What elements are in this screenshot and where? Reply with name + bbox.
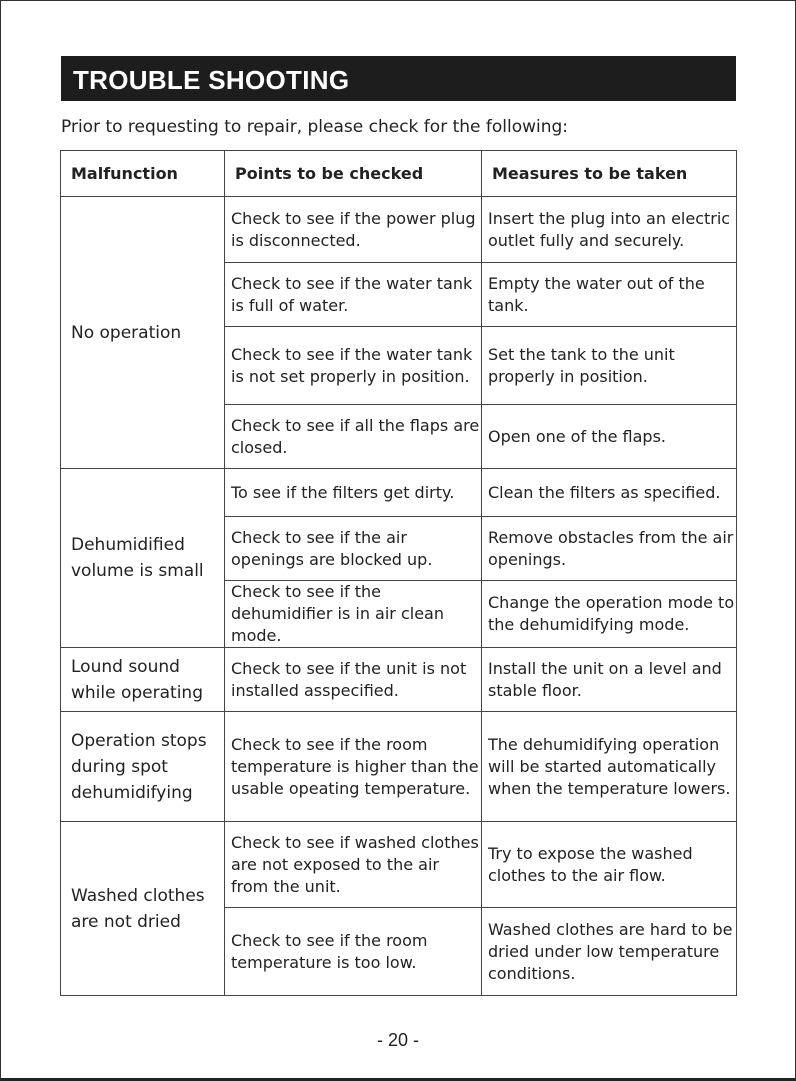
measure-cell: Clean the filters as specified. <box>482 469 737 517</box>
measure-cell: The dehumidifying operation will be started automatically when the temperature lowers. <box>482 712 737 822</box>
malfunction-text: Washed clothes are not dried <box>71 885 205 932</box>
malfunction-cell <box>61 648 225 712</box>
malfunction-text: No operation <box>71 322 182 343</box>
measure-cell: Empty the water out of the tank. <box>482 263 737 327</box>
measure-cell: Open one of the flaps. <box>482 405 737 469</box>
table-row <box>61 648 737 712</box>
table-row <box>61 197 737 263</box>
column-header-points-checked: Points to be checked <box>225 151 482 197</box>
malfunction-text: Lound sound while operating <box>71 656 203 703</box>
troubleshooting-table <box>60 150 737 996</box>
page-title: TROUBLE SHOOTING <box>73 65 350 95</box>
table-header-row <box>61 151 737 197</box>
check-cell: Check to see if the room temperature is too low. <box>225 908 482 996</box>
measure-cell: Change the operation mode to the dehumidifying mode. <box>482 581 737 648</box>
measure-cell: Washed clothes are hard to be dried under low temperature conditions. <box>482 908 737 996</box>
measure-cell: Set the tank to the unit properly in position. <box>482 327 737 405</box>
section-title-bar <box>61 56 736 101</box>
malfunction-cell <box>61 469 225 648</box>
table-row <box>61 712 737 822</box>
column-header-malfunction: Malfunction <box>61 151 225 197</box>
malfunction-text: Operation stops during spot dehumidifying <box>71 730 207 803</box>
column-header-measures: Measures to be taken <box>482 151 737 197</box>
check-cell: Check to see if the room temperature is higher than the usable opeating temperature. <box>225 712 482 822</box>
malfunction-text: Dehumidified volume is small <box>71 535 204 581</box>
check-cell: Check to see if the water tank is not set properly in position. <box>225 327 482 405</box>
check-cell: Check to see if all the flaps are closed. <box>225 405 482 469</box>
malfunction-cell <box>61 197 225 469</box>
measure-cell: Remove obstacles from the air openings. <box>482 517 737 581</box>
table-row <box>61 822 737 908</box>
check-cell: Check to see if the power plug is disconnected. <box>225 197 482 263</box>
intro-text: Prior to requesting to repair, please check for the following: <box>61 117 569 137</box>
check-cell: Check to see if the dehumidifier is in air clean mode. <box>225 581 482 648</box>
malfunction-cell <box>61 712 225 822</box>
check-cell: Check to see if the air openings are blocked up. <box>225 517 482 581</box>
check-cell: Check to see if washed clothes are not exposed to the air from the unit. <box>225 822 482 908</box>
measure-cell: Install the unit on a level and stable floor. <box>482 648 737 712</box>
check-cell: To see if the filters get dirty. <box>225 469 482 517</box>
page-number: - 20 - <box>376 1030 419 1050</box>
measure-cell: Try to expose the washed clothes to the air flow. <box>482 822 737 908</box>
check-cell: Check to see if the water tank is full of water. <box>225 263 482 327</box>
check-cell: Check to see if the unit is not installed asspecified. <box>225 648 482 712</box>
malfunction-cell <box>61 822 225 996</box>
table-row <box>61 469 737 517</box>
measure-cell: Insert the plug into an electric outlet fully and securely. <box>482 197 737 263</box>
